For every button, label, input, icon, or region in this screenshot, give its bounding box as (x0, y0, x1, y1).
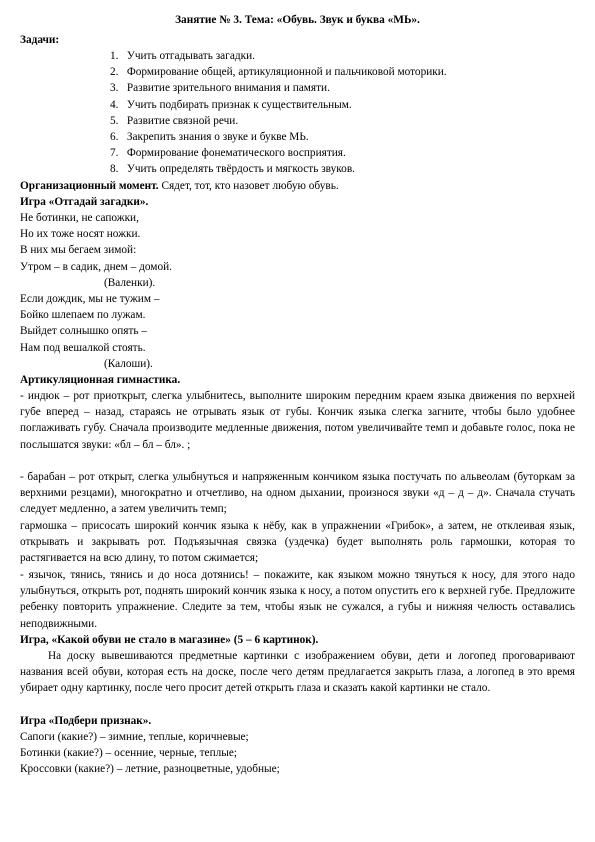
riddle-line: Если дождик, мы не тужим – (20, 293, 160, 305)
riddle-line: Утром – в садик, днем – домой. (20, 261, 172, 273)
paragraph: - язычок, тянись, тянись и до носа дотянись! – покажите, как языком можно тянуться к носу, для этого надо улыбнуться, открыть рот, поднять широкий кончик языка к носу, а потом опустить его к верхней губе. Предложите ребенку повторить упражнение. Следите за тем, чтобы язык не сужался, а губы и нижняя челюсть оставались неподвижными. (20, 569, 575, 630)
paragraph: - барабан – рот открыт, слегка улыбнуться и напряженным кончиком языка постучать по альвеолам (буторкам за верхними резцами), многократно и отчетливо, на одном дыхании, произнося звуки «д – д – д». Сначала стучать следует медленно, а затем увеличить темп; (20, 471, 575, 516)
list-item: 8. Учить определять твёрдость и мягкость звуков. (110, 163, 355, 176)
riddles-heading: Игра «Отгадай загадки». (20, 196, 149, 208)
articulation-heading: Артикуляционная гимнастика. (20, 374, 181, 386)
riddle-answer: (Калоши). (104, 358, 153, 370)
paragraph: На доску вывешиваются предметные картинки с изображением обуви, дети и логопед проговаривают названия всей обуви, которая есть на доске, после чего детям предлагается закрыть глаза, а логопед в это время убирает одну картинку, после чего просит детей открыть глаза и сказать какой картинки не стало. (20, 650, 575, 695)
riddle-line: Бойко шлепаем по лужам. (20, 309, 146, 321)
list-item: 4. Учить подбирать признак к существительным. (110, 98, 352, 111)
game-heading: Игра, «Какой обуви не стало в магазине» (5 – 6 картинок). (20, 634, 319, 646)
riddle-line: Не ботинки, не сапожки, (20, 212, 139, 224)
list-item: Кроссовки (какие?) – летние, разноцветные, удобные; (20, 763, 280, 775)
riddle-line: Но их тоже носят ножки. (20, 228, 141, 240)
riddle-answer: (Валенки). (104, 277, 156, 289)
list-item: 7. Формирование фонематического восприятия. (110, 147, 346, 160)
paragraph: - индюк – рот приоткрыт, слегка улыбнитесь, выполните широким передним краем языка движения по верхней губе вперед – назад, стараясь не отрывать язык от губы. Кончик языка слегка загните, чтобы было удобнее поглаживать губу. Сначала производите медленные движения, потом увеличивайте темп и добавьте голос, пока не послышатся звуки: «бл – бл – бл». ; (20, 390, 575, 451)
tasks-list (110, 48, 447, 178)
riddle-line: В них мы бегаем зимой: (20, 244, 137, 256)
riddle-line: Выйдет солнышко опять – (20, 325, 148, 337)
paragraph: гармошка – присосать широкий кончик языка к нёбу, как в упражнении «Грибок», а затем, не отклеивая язык, открывать и закрывать рот. Подъязычная связка (уздечка) будет выполнять роль гармошки, которая то растягивается на всю длину, то потом сжимается; (20, 520, 575, 565)
list-item: 2. Формирование общей, артикуляционной и пальчиковой моторики. (110, 66, 447, 79)
list-item: 3. Развитие зрительного внимания и памяти. (110, 82, 330, 95)
tasks-heading: Задачи: (20, 34, 60, 46)
list-item: 6. Закрепить знания о звуке и букве МЬ. (110, 130, 309, 143)
list-item: Сапоги (какие?) – зимние, теплые, коричневые; (20, 731, 249, 743)
org-moment: Организационный момент. Сядет, тот, кто назовет любую обувь. (20, 180, 339, 192)
riddle-line: Нам под вешалкой стоять. (20, 342, 146, 354)
list-item: 5. Развитие связной речи. (110, 114, 239, 127)
page-title: Занятие № 3. Тема: «Обувь. Звук и буква «МЬ». (175, 14, 420, 26)
game-heading: Игра «Подбери признак». (20, 715, 152, 727)
list-item: Ботинки (какие?) – осенние, черные, теплые; (20, 747, 238, 759)
list-item: 1. Учить отгадывать загадки. (110, 50, 255, 62)
